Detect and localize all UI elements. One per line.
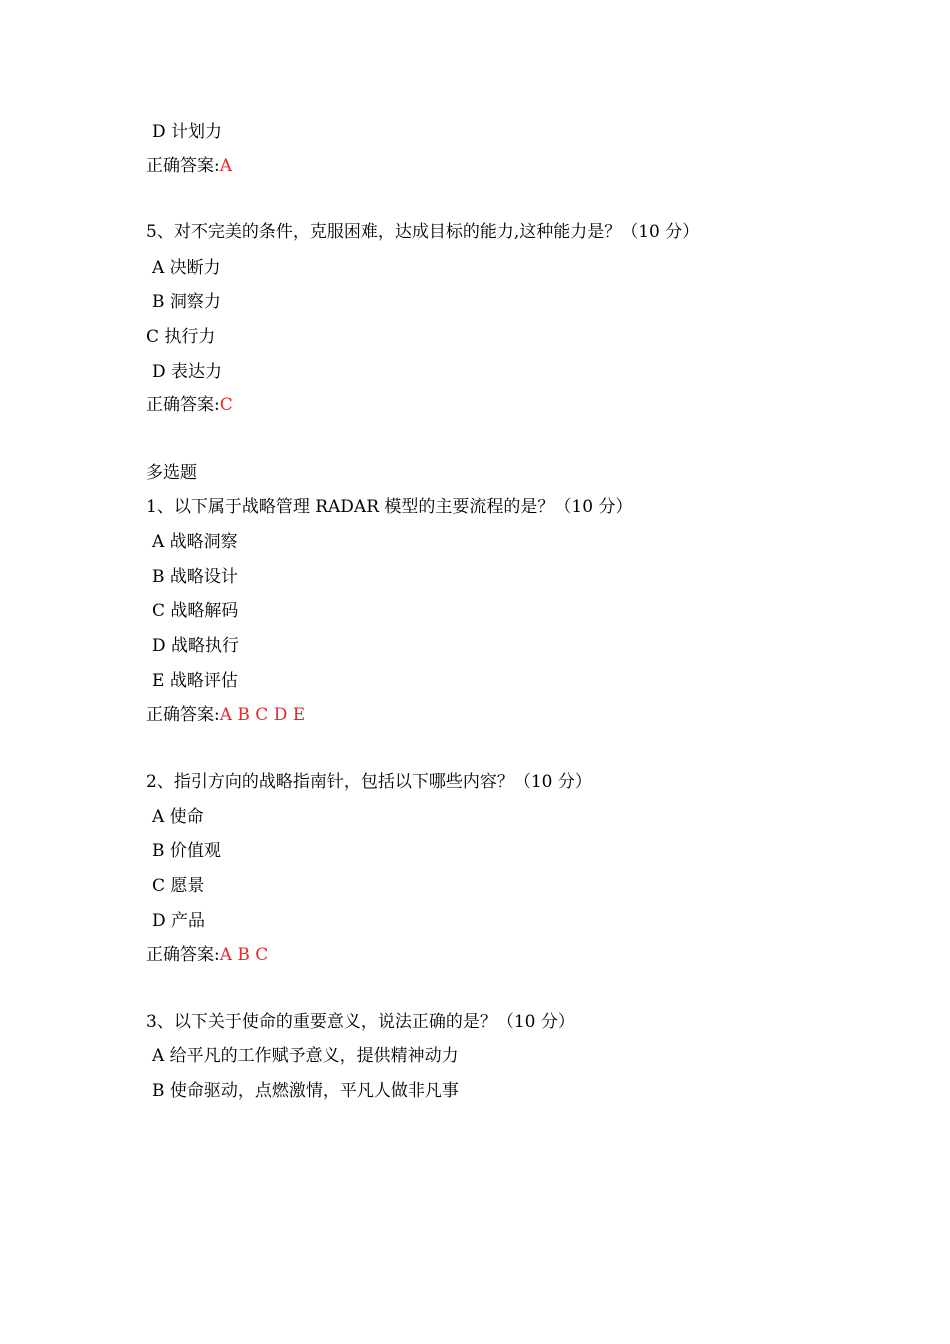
answer-value: A B C D E <box>219 705 306 725</box>
answer-value: C <box>219 395 233 415</box>
option-line: D 表达力 <box>152 362 223 382</box>
answer-value: A <box>219 156 233 176</box>
option-line: C 战略解码 <box>152 601 239 621</box>
question-title: 2、指引方向的战略指南针，包括以下哪些内容？（10 分） <box>146 772 592 792</box>
option-line: E 战略评估 <box>152 671 238 691</box>
question-title: 3、以下关于使命的重要意义，说法正确的是？（10 分） <box>146 1012 575 1032</box>
answer-label: 正确答案: <box>146 156 220 176</box>
answer-label: 正确答案: <box>146 395 220 415</box>
option-line: A 给平凡的工作赋予意义，提供精神动力 <box>152 1046 459 1066</box>
answer-line <box>146 155 232 177</box>
option-line: C 愿景 <box>152 876 205 896</box>
question-title: 5、对不完美的条件，克服困难，达成目标的能力,这种能力是？（10 分） <box>146 222 700 242</box>
option-line: C 执行力 <box>146 327 216 347</box>
answer-line <box>146 394 233 416</box>
answer-line <box>146 944 268 966</box>
option-line: D 计划力 <box>152 122 223 142</box>
option-line: D 产品 <box>152 911 206 931</box>
option-line: B 洞察力 <box>152 292 221 312</box>
answer-line <box>146 704 305 726</box>
question-title: 1、以下属于战略管理 RADAR 模型的主要流程的是？（10 分） <box>146 497 633 517</box>
answer-label: 正确答案: <box>146 945 220 965</box>
option-line: A 战略洞察 <box>152 532 238 552</box>
option-line: B 战略设计 <box>152 567 238 587</box>
answer-value: A B C <box>219 945 269 965</box>
option-line: A 决断力 <box>152 258 221 278</box>
option-line: B 使命驱动，点燃激情，平凡人做非凡事 <box>152 1081 459 1101</box>
answer-label: 正确答案: <box>146 705 220 725</box>
section-title: 多选题 <box>146 463 197 483</box>
option-line: A 使命 <box>152 807 204 827</box>
option-line: D 战略执行 <box>152 636 240 656</box>
option-line: B 价值观 <box>152 841 221 861</box>
